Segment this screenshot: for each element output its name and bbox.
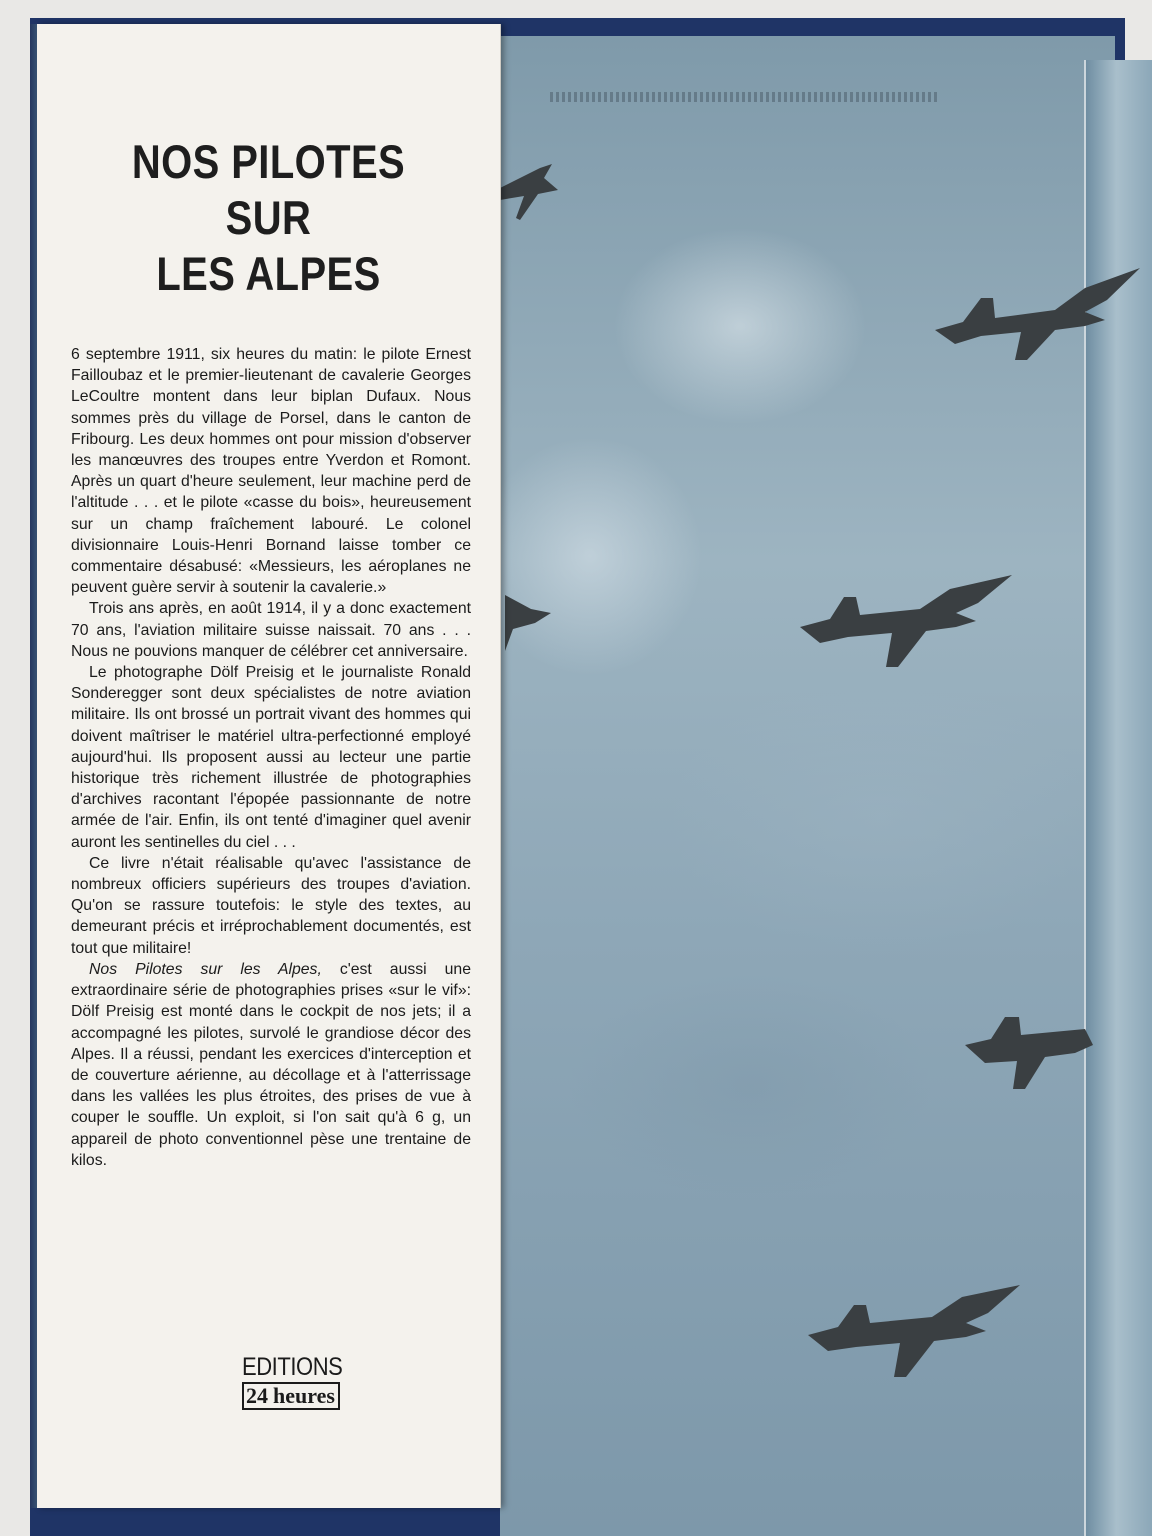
publisher-logo-name: heures (273, 1383, 335, 1408)
book-title-italic: Nos Pilotes sur les Alpes, (89, 960, 322, 978)
paragraph-4: Ce livre n'était réalisable qu'avec l'assistance de nombreux officiers supérieurs des troupes d'aviation. Qu'on se rassure toutefois: le style des textes, au demeurant précis et irréprochablement documentés, est tout que militaire! (71, 854, 471, 957)
publisher-logo (242, 1354, 362, 1410)
paragraph-1: 6 septembre 1911, six heures du matin: le pilote Ernest Failloubaz et le premier-lieutenant de cavalerie Georges LeCoultre montent dans leur biplan Dufaux. Nous sommes près du village de Porsel, dans le canton de Fribourg. Les deux hommes ont pour mission d'observer les manœuvres des troupes entre Yverdon et Romont. Après un quart d'heure seulement, leur machine perd de l'altitude . . . et le pilote «casse du bois», heureusement sur un champ fraîchement labouré. Le colonel divisionnaire Louis-Henri Bornand laisse tomber ce commentaire désabusé: «Messieurs, les aéroplanes ne peuvent guère servir à soutenir la cavalerie.» (71, 346, 471, 597)
paragraph-2: Trois ans après, en août 1914, il y a donc exactement 70 ans, l'aviation militaire suisse naissait. 70 ans . . . Nous ne pouvions manquer de célébrer cet anniversaire. (71, 600, 471, 660)
paragraph-3: Le photographe Dölf Preisig et le journaliste Ronald Sonderegger sont deux spécialistes de notre aviation militaire. Ils ont brossé un portrait vivant des hommes qui doivent maîtriser le matériel ultra-perfectionné employé aujourd'hui. Ils proposent aussi au lecteur une partie historique très richement illustrée de photographies d'archives racontant l'épopée passionnante de notre armée de l'air. Enfin, ils ont tenté d'imaginer quel avenir auront les sentinelles du ciel . . . (71, 664, 471, 851)
paragraph-5-text: c'est aussi une extraordinaire série de photographies prises «sur le vif»: Dölf Preisig est monté dans le cockpit de nos jets; il a accompagné les pilotes, survolé le grandiose décor des Alpes. Il a réussi, pendant les exercices d'interception et de couverture aérienne, au décollage et à l'atterrissage dans les vallées les plus étroites, des prises de vue à couper le souffle. Un exploit, si l'on sait qu'à 6 g, un appareil de photo conventionnel pèse une trentaine de kilos. (71, 960, 471, 1169)
publisher-editions-label: EDITIONS (242, 1353, 343, 1381)
jet-silhouette-icon (965, 1005, 1095, 1095)
jet-silhouette-icon (800, 575, 1015, 675)
jet-silhouette-icon (505, 585, 555, 655)
jet-silhouette-icon (808, 1285, 1023, 1385)
publisher-24heures-logo (242, 1382, 340, 1410)
jet-silhouette-icon (500, 160, 560, 230)
dotted-strip (550, 92, 940, 102)
book-title (37, 134, 500, 302)
paragraph-5 (71, 959, 471, 1171)
title-line-2: SUR (225, 191, 312, 244)
title-line-1: NOS PILOTES (131, 135, 406, 188)
publisher-logo-number: 24 (246, 1383, 268, 1408)
title-line-3: LES ALPES (156, 247, 381, 300)
dust-jacket-flap (37, 24, 501, 1508)
flap-description (71, 344, 471, 1171)
jet-silhouette-icon (935, 268, 1145, 368)
